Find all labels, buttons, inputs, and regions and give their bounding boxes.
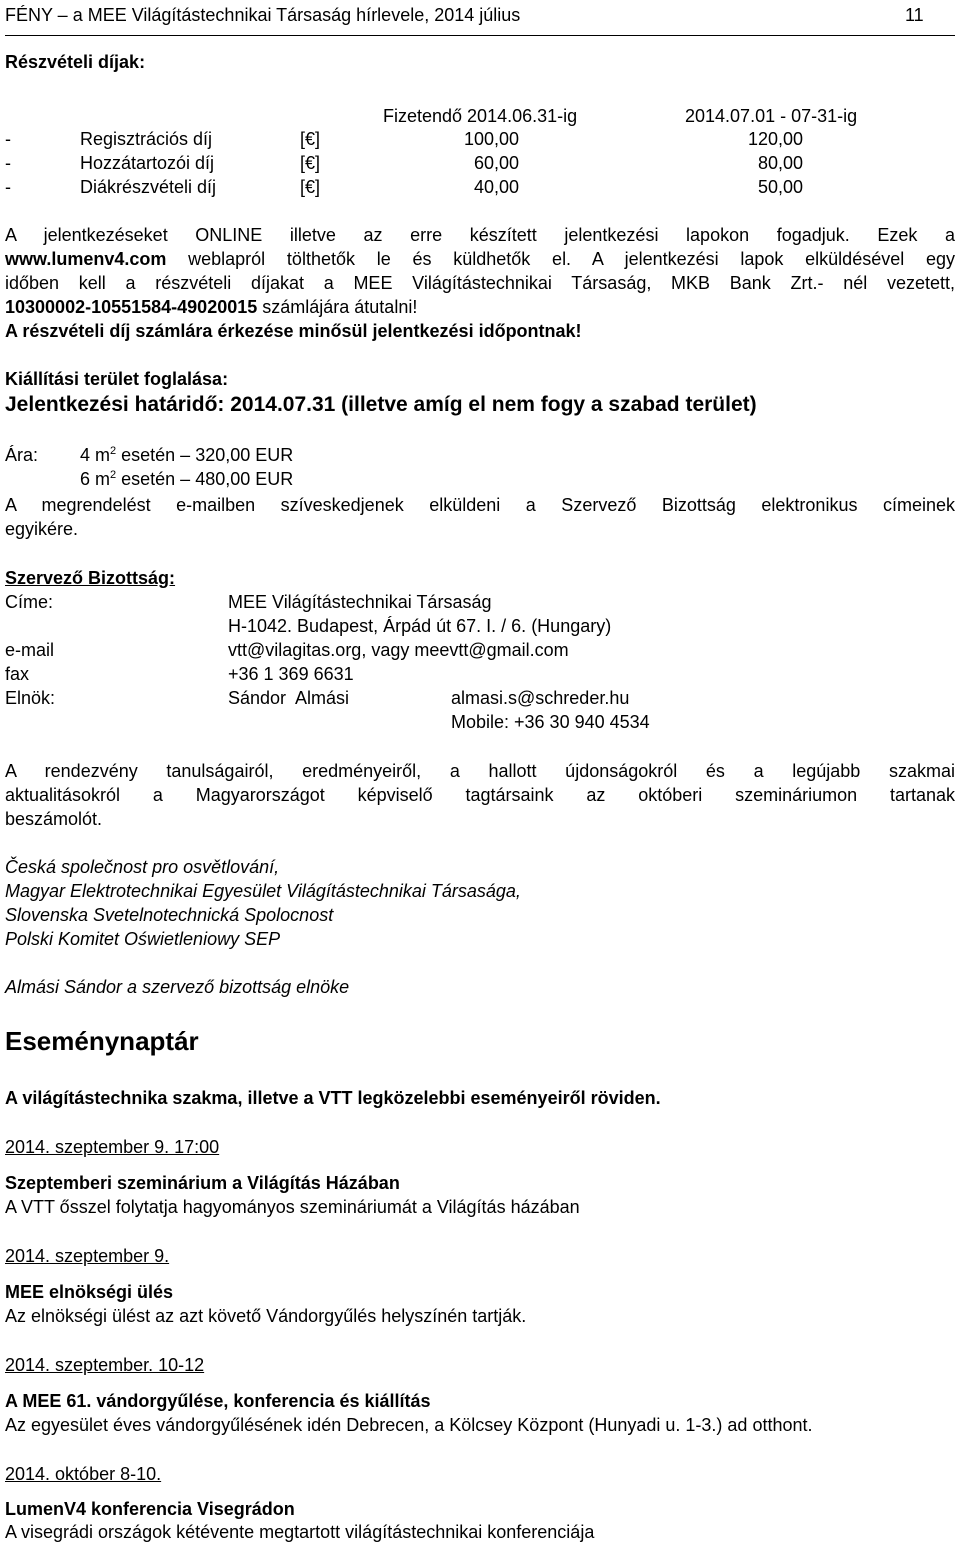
- registration-notice: A részvételi díj számlára érkezése minősül jelentkezési időpontnak!: [5, 321, 582, 341]
- fees-row-dash: -: [5, 129, 11, 149]
- fees-row-value-late: 50,00: [758, 177, 804, 197]
- exhibition-title: Kiállítási terület foglalása:: [5, 369, 229, 389]
- registration-line: időben kell a részvételi díjakat a MEE Világítástechnikai Társaság, MKB Bank Zrt.- nél vezetett,: [5, 273, 955, 293]
- registration-text: weblapról tölthetők le és küldhetők el. A jelentkezési lapok elküldésével egy: [166, 249, 955, 269]
- summary-line: aktualitásokról a Magyarországot képviselő tagtársaink az októberi szemináriumon tartanak: [5, 785, 955, 805]
- exhibition-deadline: Jelentkezési határidő: 2014.07.31 (illetve amíg el nem fogy a szabad terület): [5, 393, 757, 416]
- price-exponent: 2: [110, 469, 117, 481]
- registration-line: A jelentkezéseket ONLINE illetve az erre készített jelentkezési lapokon fogadjuk. Ezek a: [5, 225, 955, 245]
- event-title: LumenV4 konferencia Visegrádon: [5, 1499, 295, 1519]
- fees-row-label: Regisztrációs díj: [80, 129, 213, 149]
- fees-title: Részvételi díjak:: [5, 52, 146, 72]
- fees-row-unit: [€]: [300, 153, 321, 173]
- email-label: e-mail: [5, 640, 55, 660]
- fees-row-label: Hozzátartozói díj: [80, 153, 215, 173]
- fees-col2-header: 2014.07.01 - 07-31-ig: [685, 106, 858, 126]
- fees-row-value-late: 80,00: [758, 153, 804, 173]
- organization-name: Polski Komitet Oświetleniowy SEP: [5, 929, 281, 949]
- calendar-title: Eseménynaptár: [5, 1026, 199, 1056]
- bank-account-number: 10300002-10551584-49020015: [5, 297, 258, 317]
- page-number: 11: [905, 5, 924, 25]
- fax-label: fax: [5, 664, 30, 684]
- price-item: [80, 467, 293, 491]
- order-instruction: A megrendelést e-mailben szíveskedjenek elküldeni a Szervező Bizottság elektronikus címeinek: [5, 495, 955, 515]
- header-rule: [5, 35, 955, 36]
- event-title: A MEE 61. vándorgyűlése, konferencia és kiállítás: [5, 1391, 431, 1411]
- event-description: A visegrádi országok kétévente megtartott világítástechnikai konferenciája: [5, 1522, 595, 1542]
- price-exponent: 2: [110, 445, 117, 457]
- event-title: Szeptemberi szeminárium a Világítás Házában: [5, 1173, 400, 1193]
- address-label: Címe:: [5, 592, 54, 612]
- price-label: Ára:: [5, 445, 39, 465]
- website-link[interactable]: www.lumenv4.com: [5, 249, 167, 269]
- fees-row-label: Diákrészvételi díj: [80, 177, 217, 197]
- fax-value: +36 1 369 6631: [228, 664, 354, 684]
- registration-text: számlájára átutalni!: [257, 297, 418, 317]
- order-instruction: egyikére.: [5, 519, 79, 539]
- registration-line: [5, 295, 417, 319]
- fees-row-value-early: 40,00: [474, 177, 520, 197]
- organization-name: Slovenska Svetelnotechnická Spolocnost: [5, 905, 334, 925]
- address-line: H-1042. Budapest, Árpád út 67. I. / 6. (Hungary): [228, 616, 612, 636]
- price-item: [80, 443, 293, 467]
- president-label: Elnök:: [5, 688, 56, 708]
- fees-row-value-late: 120,00: [748, 129, 804, 149]
- president-mobile: Mobile: +36 30 940 4534: [451, 712, 650, 732]
- registration-line: [5, 247, 955, 271]
- event-description: Az egyesület éves vándorgyűlésének idén Debrecen, a Kölcsey Központ (Hunyadi u. 1-3.) ad otthont.: [5, 1415, 813, 1435]
- price-size: 4 m: [80, 445, 111, 465]
- summary-line: A rendezvény tanulságairól, eredményeiről, a hallott újdonságokról és a legújabb szakmai: [5, 761, 955, 781]
- event-date: 2014. szeptember. 10-12: [5, 1355, 205, 1375]
- fees-row-value-early: 60,00: [474, 153, 520, 173]
- organization-name: Česká společnost pro osvětlování,: [5, 857, 280, 877]
- address-line: MEE Világítástechnikai Társaság: [228, 592, 492, 612]
- summary-line: beszámolót.: [5, 809, 103, 829]
- committee-title: Szervező Bizottság:: [5, 568, 176, 588]
- newsletter-header-title: FÉNY – a MEE Világítástechnikai Társaság hírlevele, 2014 július: [5, 5, 521, 25]
- event-title: MEE elnökségi ülés: [5, 1282, 174, 1302]
- event-description: Az elnökségi ülést az azt követő Vándorgyűlés helyszínén tartják.: [5, 1306, 527, 1326]
- calendar-intro: A világítástechnika szakma, illetve a VTT legközelebbi eseményeiről röviden.: [5, 1088, 661, 1108]
- fees-row-unit: [€]: [300, 129, 321, 149]
- price-value: esetén – 480,00 EUR: [116, 469, 294, 489]
- event-date: 2014. szeptember 9.: [5, 1246, 170, 1266]
- email-value[interactable]: vtt@vilagitas.org, vagy meevtt@gmail.com: [228, 640, 569, 660]
- organization-name: Magyar Elektrotechnikai Egyesület Világítástechnikai Társasága,: [5, 881, 521, 901]
- price-value: esetén – 320,00 EUR: [116, 445, 294, 465]
- fees-row-value-early: 100,00: [464, 129, 520, 149]
- event-date: 2014. október 8-10.: [5, 1464, 162, 1484]
- fees-row-unit: [€]: [300, 177, 321, 197]
- signature: Almási Sándor a szervező bizottság elnöke: [5, 977, 350, 997]
- president-email[interactable]: almasi.s@schreder.hu: [451, 688, 630, 708]
- fees-row-dash: -: [5, 153, 11, 173]
- price-size: 6 m: [80, 469, 111, 489]
- event-date: 2014. szeptember 9. 17:00: [5, 1137, 220, 1157]
- event-description: A VTT ősszel folytatja hagyományos szemináriumát a Világítás házában: [5, 1197, 580, 1217]
- fees-row-dash: -: [5, 177, 11, 197]
- president-name: Sándor Almási: [228, 688, 350, 708]
- fees-col1-header: Fizetendő 2014.06.31-ig: [383, 106, 578, 126]
